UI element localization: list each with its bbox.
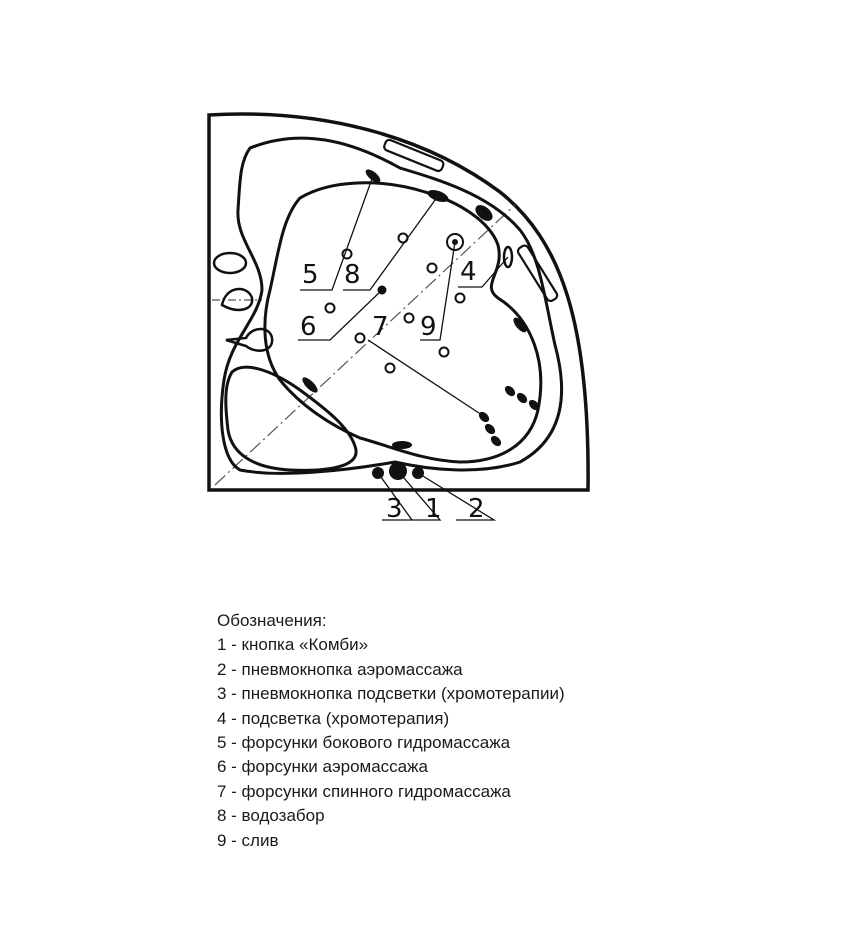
legend-item: 5 - форсунки бокового гидромассажа <box>217 733 511 753</box>
callout-4: 4 <box>460 257 477 287</box>
legend-item: 1 - кнопка «Комби» <box>217 635 369 655</box>
diagonal-axis <box>215 205 515 485</box>
legend-title: Обозначения: <box>217 611 327 630</box>
callout-6: 6 <box>300 312 317 342</box>
callout-8: 8 <box>344 260 361 290</box>
back-massage-jets <box>477 384 541 448</box>
callout-3: 3 <box>386 494 403 524</box>
legend <box>217 609 565 853</box>
legend-item: 4 - подсветка (хромотерапия) <box>217 708 450 728</box>
callout-5: 5 <box>302 260 319 290</box>
legend-item: 8 - водозабор <box>217 806 325 826</box>
headrest-groove-right <box>516 244 558 302</box>
legend-item: 6 - форсунки аэромассажа <box>217 757 428 777</box>
legend-item: 2 - пневмокнопка аэромассажа <box>217 659 463 679</box>
tub-seat <box>226 367 356 470</box>
legend-item: 3 - пневмокнопка подсветки (хромотерапии) <box>217 684 565 704</box>
fitting-top <box>214 253 246 273</box>
legend-item: 9 - слив <box>217 830 279 850</box>
callout-1: 1 <box>425 494 442 524</box>
callout-2: 2 <box>468 494 485 524</box>
callout-9: 9 <box>420 312 437 342</box>
callout-7: 7 <box>372 312 389 342</box>
rim-jet <box>392 441 412 449</box>
legend-item: 7 - форсунки спинного гидромассажа <box>217 781 511 801</box>
